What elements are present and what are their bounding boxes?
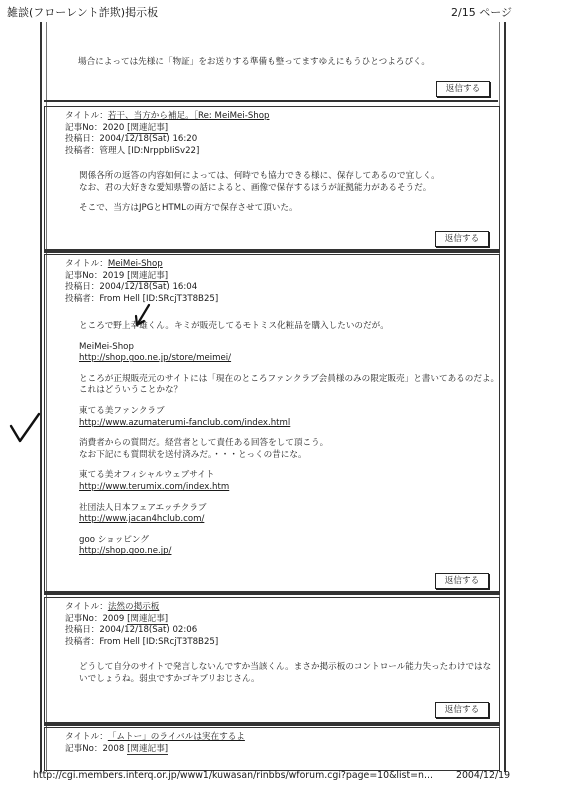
- title-label: タイトル：: [65, 259, 108, 269]
- body-line: なお下記にも質問状を送付済みだ。・・・とっくの昔にな。: [79, 449, 307, 460]
- related-articles-link[interactable]: [関連記事]: [127, 122, 169, 133]
- post-paragraph: [79, 470, 499, 493]
- body-line: そこで、当方はJPGとHTMLの両方で保存させて頂いた。: [79, 203, 298, 214]
- title-label: タイトル：: [65, 111, 108, 121]
- reply-button[interactable]: 返信する: [435, 231, 489, 247]
- post-paragraph: [79, 662, 491, 685]
- body-line: 東てる美オフィシャルウェブサイト: [79, 470, 215, 481]
- post-author: From Hell [ID:SRcjT3T8B25]: [99, 636, 219, 647]
- shop-link[interactable]: http://shop.goo.ne.jp/store/meimei/: [79, 353, 232, 364]
- official-site-link[interactable]: http://www.terumix.com/index.htm: [79, 481, 230, 492]
- post-meta: [65, 111, 269, 157]
- post-author: 管理人 [ID:NrppbIiSv22]: [99, 145, 200, 156]
- article-no-label: 記事No：: [65, 743, 103, 754]
- article-no-label: 記事No：: [65, 613, 103, 624]
- post-paragraph: [79, 438, 499, 461]
- related-articles-link[interactable]: [関連記事]: [127, 613, 169, 624]
- author-label: 投稿者：: [65, 293, 100, 304]
- body-line: なお、君の大好きな愛知県警の話によると、画像で保存するほうが証拠能力があるそうだ。: [79, 182, 432, 193]
- post-title-link[interactable]: 若干、当方から補足。［Re: MeiMei-Shop: [107, 111, 270, 121]
- footer-date: 2004/12/19: [456, 770, 511, 781]
- association-link[interactable]: http://www.jacan4hclub.com/: [79, 514, 205, 525]
- post: [44, 727, 500, 771]
- article-no: 2008: [102, 743, 125, 754]
- post-author: From Hell [ID:SRcjT3T8B25]: [99, 293, 219, 304]
- body-line: MeiMei-Shop: [79, 341, 134, 352]
- reply-button[interactable]: 返信する: [435, 702, 489, 718]
- body-line: goo ショッピング: [79, 534, 149, 545]
- post-meta: [65, 732, 245, 755]
- post-date: 2004/12/18(Sat) 16:04: [99, 282, 198, 293]
- post-paragraph: [79, 374, 499, 397]
- post-title-link[interactable]: 法然の掲示板: [107, 602, 160, 612]
- footer-url: http://cgi.members.interq.or.jp/www1/kuwasan/rinbbs/wforum.cgi?page=10&list=n...: [33, 770, 433, 781]
- post-paragraph: [79, 535, 499, 558]
- reply-button[interactable]: 返信する: [435, 573, 489, 589]
- body-line: 消費者からの質問だ。経営者として責任ある回答をして頂こう。: [79, 438, 329, 449]
- post: [44, 106, 500, 253]
- goo-shopping-link[interactable]: http://shop.goo.ne.jp/: [79, 546, 172, 557]
- body-line: これはどういうことかな？: [79, 385, 183, 396]
- post-body: [79, 321, 499, 567]
- author-label: 投稿者：: [65, 145, 100, 156]
- body-line: 関係各所の返答の内容如何によっては、何時でも協力できる様に、保存してあるので宜しく。: [79, 171, 440, 181]
- body-line: いでしょうね。弱虫ですかゴキブリおじさん。: [79, 673, 260, 684]
- page-header-title: 雑談(フローレント詐欺)掲示板: [7, 6, 159, 19]
- post-paragraph: [79, 203, 440, 215]
- article-no-label: 記事No：: [65, 270, 103, 281]
- post-paragraph: [79, 342, 499, 365]
- body-line: ところで野上幸雄くん。キミが販売してるモトミス化粧品を購入したいのだが。: [79, 321, 389, 331]
- post-title-link[interactable]: 「ムトー」のライバルは実在するよ: [107, 732, 245, 742]
- body-line: どうして自分のサイトで発言しないんですか当該くん。まさか掲示板のコントロール能力失ったわけではな: [79, 662, 492, 672]
- article-no: 2019: [102, 270, 125, 281]
- post-paragraph: [79, 503, 499, 526]
- page-number: 2/15 ページ: [451, 6, 512, 19]
- date-label: 投稿日：: [65, 282, 100, 293]
- handwritten-checkmark-icon: [8, 412, 42, 444]
- post-body: [79, 171, 440, 224]
- handwritten-arrow-icon: [132, 303, 152, 329]
- article-no-label: 記事No：: [65, 122, 103, 133]
- post-meta: [65, 259, 218, 305]
- post-paragraph: [79, 406, 499, 429]
- fanclub-link[interactable]: http://www.azumaterumi-fanclub.com/index.html: [79, 417, 291, 428]
- title-label: タイトル：: [65, 732, 108, 742]
- post-date: 2004/12/18(Sat) 16:20: [99, 134, 198, 145]
- body-line: 社団法人日本フェアエッチクラブ: [79, 502, 207, 513]
- title-label: タイトル：: [65, 602, 108, 612]
- separator: [44, 100, 498, 102]
- reply-button[interactable]: 返信する: [436, 81, 490, 97]
- body-line: 東てる美ファンクラブ: [79, 405, 165, 416]
- post-title-link[interactable]: MeiMei-Shop: [107, 259, 163, 269]
- article-no: 2009: [102, 613, 125, 624]
- article-no: 2020: [102, 122, 125, 133]
- post-date: 2004/12/18(Sat) 02:06: [99, 625, 198, 636]
- post-body: [79, 662, 491, 694]
- body-line: ところが正規販売元のサイトには「現在のところファンクラブ会員様のみの限定販売」と書いてあるのだよ。: [79, 373, 500, 384]
- date-label: 投稿日：: [65, 625, 100, 636]
- related-articles-link[interactable]: [関連記事]: [127, 270, 169, 281]
- post: [44, 597, 500, 726]
- date-label: 投稿日：: [65, 134, 100, 145]
- previous-post-text: 場合によっては先様に「物証」をお送りする準備も整ってますゆえにもうひとつよろぴく。: [78, 57, 431, 67]
- post-meta: [65, 602, 218, 648]
- post-paragraph: [79, 171, 440, 194]
- related-articles-link[interactable]: [関連記事]: [127, 743, 169, 754]
- author-label: 投稿者：: [65, 636, 100, 647]
- post: [44, 254, 500, 595]
